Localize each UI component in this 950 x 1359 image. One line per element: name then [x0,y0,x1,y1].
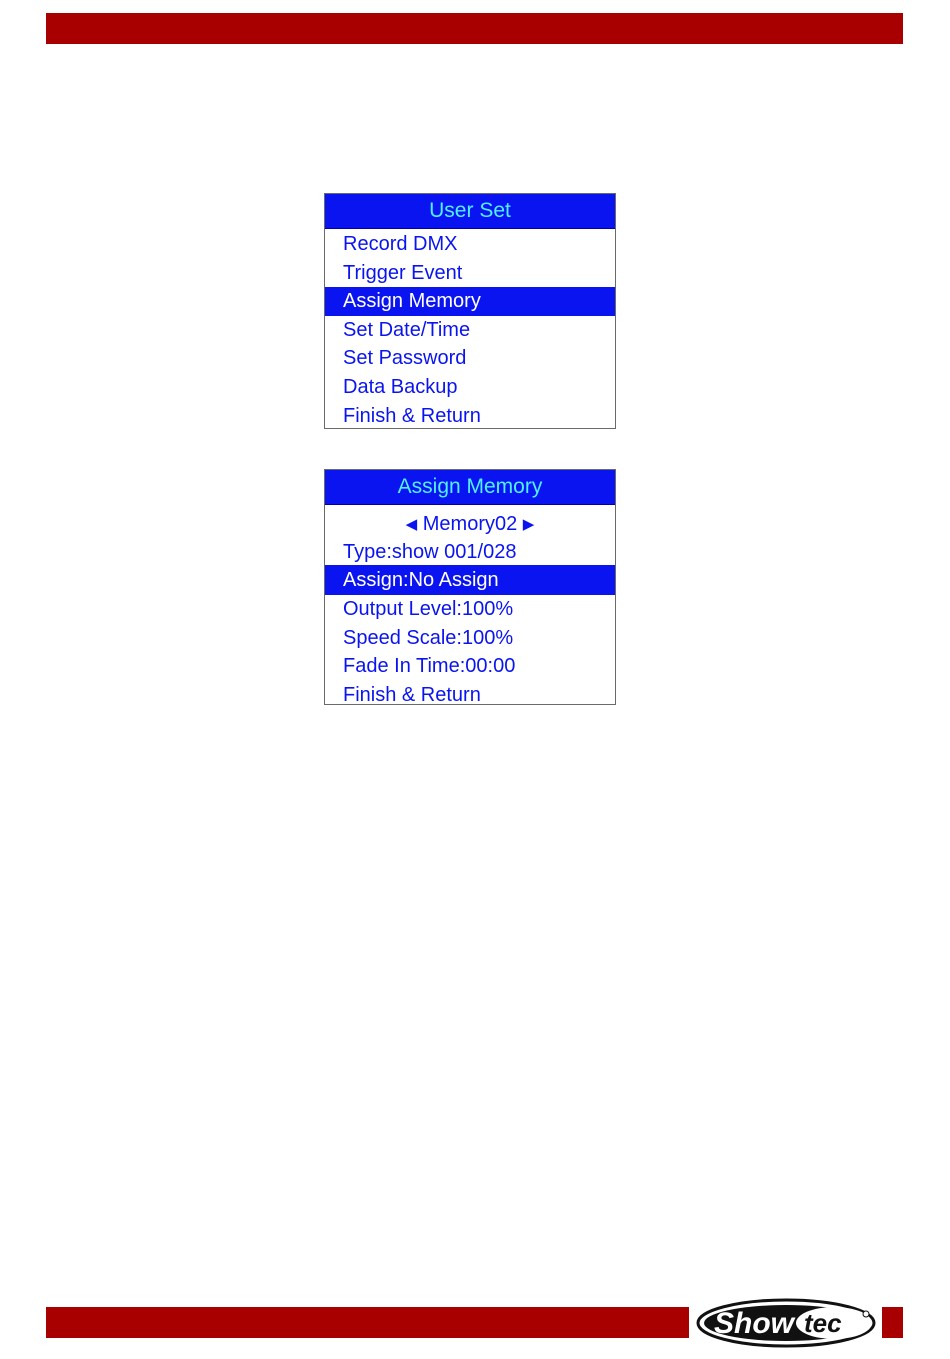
lcd-title: User Set [325,194,615,229]
menu-item-type[interactable] [325,539,615,565]
lcd-user-set-menu [324,193,616,429]
menu-item-label: Trigger Event [343,261,463,284]
menu-item-speed-scale[interactable] [325,624,615,653]
menu-item-label: Finish & Return [343,683,481,706]
svg-text:Show: Show [714,1307,794,1340]
menu-item-output-level[interactable] [325,595,615,624]
svg-text:tec: tec [804,1308,842,1338]
menu-item-finish-return[interactable] [325,681,615,710]
menu-item-label: Fade In Time:00:00 [343,655,516,678]
memory-selector[interactable] [325,506,615,539]
menu-item-data-backup[interactable] [325,373,615,402]
memory-value: Memory02 [422,513,518,535]
showtec-logo-icon [696,1298,876,1348]
menu-item-label: Assign Memory [343,290,481,313]
triangle-right-icon[interactable]: ▶ [522,516,535,533]
menu-item-fade-in-time[interactable] [325,652,615,681]
triangle-left-icon[interactable]: ◀ [405,516,418,533]
menu-item-label: Record DMX [343,233,458,255]
menu-item-label: Type:show 001/028 [343,541,517,563]
lcd-menu-list [325,505,615,709]
menu-item-assign[interactable] [325,565,615,595]
lcd-assign-memory-menu [324,469,616,705]
lcd-title: Assign Memory [325,470,615,505]
menu-item-label: Set Date/Time [343,318,471,341]
menu-item-set-date-time[interactable] [325,316,615,345]
menu-item-record-dmx[interactable] [325,230,615,259]
menu-item-label: Output Level:100% [343,598,514,620]
menu-item-label: Assign:No Assign [343,569,499,591]
menu-item-set-password[interactable] [325,344,615,373]
menu-item-label: Set Password [343,347,467,370]
footer-brand-bar-tail [882,1307,903,1338]
header-brand-bar [46,13,903,44]
menu-item-label: Finish & Return [343,404,481,427]
menu-item-label: Speed Scale:100% [343,626,514,649]
menu-item-finish-return[interactable] [325,402,615,431]
lcd-menu-list [325,229,615,430]
menu-item-label: Data Backup [343,375,458,398]
menu-item-assign-memory[interactable] [325,287,615,316]
footer-brand-bar [46,1307,689,1338]
menu-item-trigger-event[interactable] [325,259,615,288]
